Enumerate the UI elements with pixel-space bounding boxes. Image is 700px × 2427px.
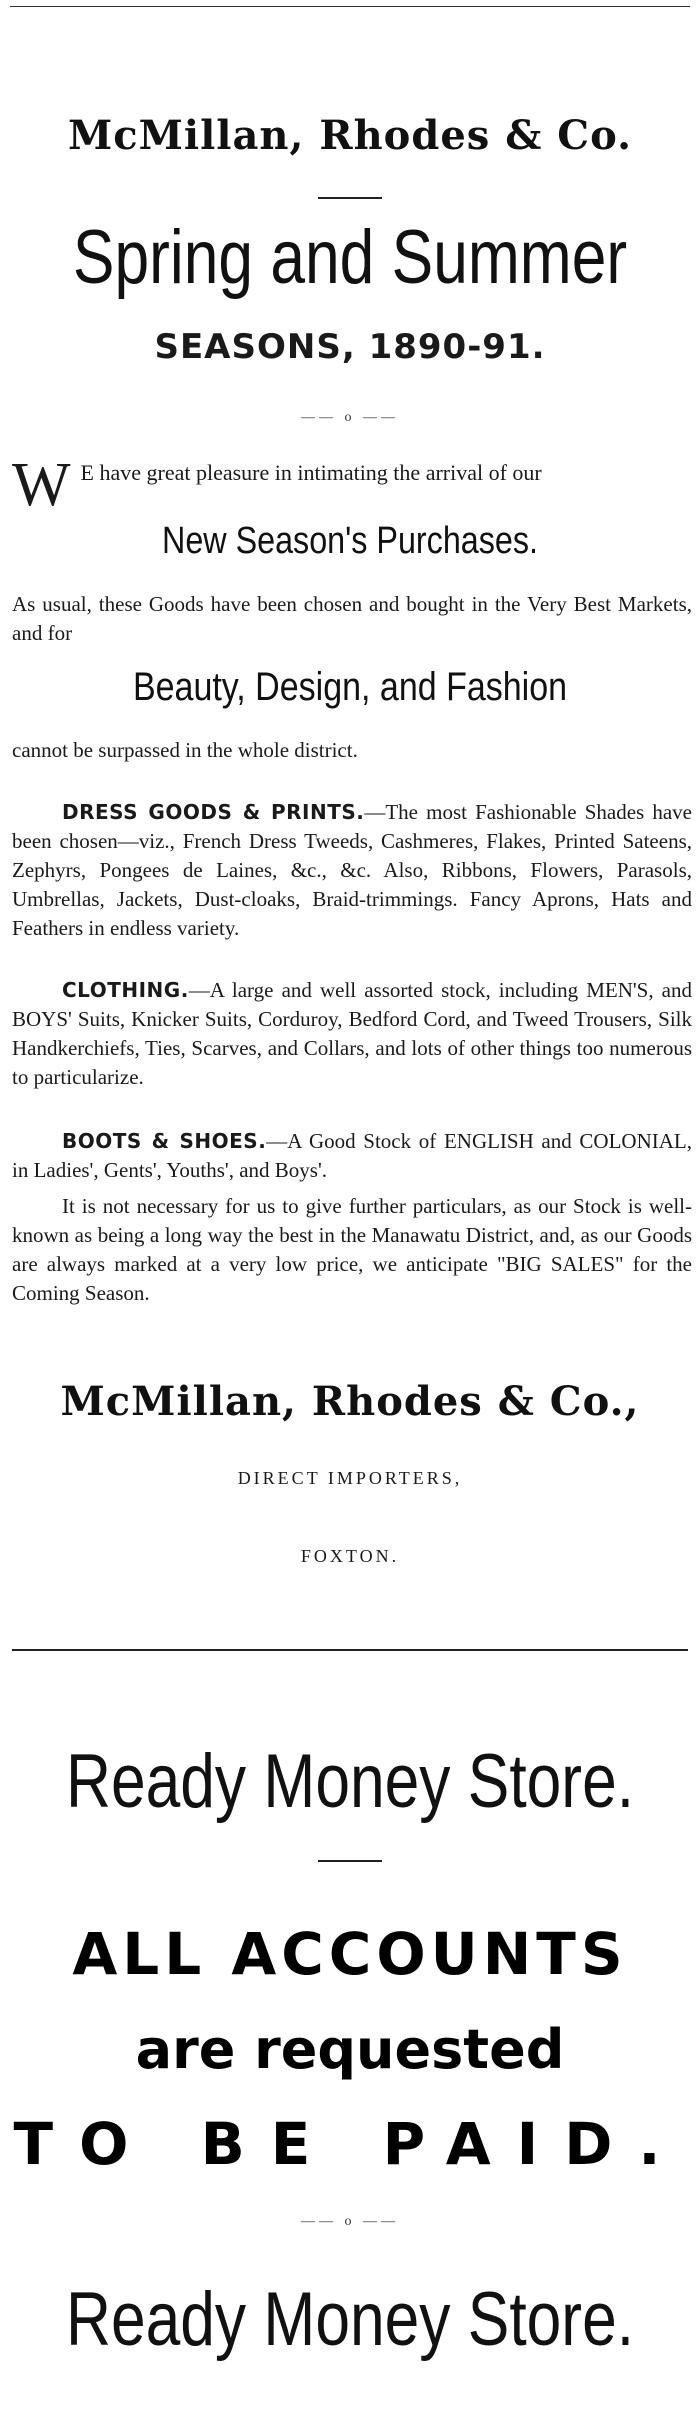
top-border	[10, 6, 690, 7]
boots-label: BOOTS & SHOES.	[62, 1129, 267, 1153]
closing-paragraph: It is not necessary for us to give further particulars, as our Stock is well-known as being a long way the best in the Manawatu District, and, as our Goods are always marked at a very low price, we anticipate "BIG SALES" for the Coming Season.	[12, 1194, 692, 1305]
ready-money-store-title: Ready Money Store.	[65, 1739, 635, 1824]
clothing-paragraph	[12, 976, 692, 1092]
town-line: FOXTON.	[300, 1546, 400, 1566]
are-requested-line: are requested	[135, 2018, 565, 2081]
ornament-rule-2: —— o ——	[301, 2214, 399, 2229]
ad-separator	[12, 1649, 688, 1651]
firm-name-heading: McMillan, Rhodes & Co.	[68, 112, 632, 159]
boots-text: —A Good Stock of ENGLISH and COLONIAL, in Ladies', Gents', Youths', and Boys'.	[12, 1129, 692, 1182]
beauty-subhead: Beauty, Design, and Fashion	[132, 665, 568, 709]
surpassed-line: cannot be surpassed in the whole district.	[12, 738, 358, 762]
all-accounts-line: ALL ACCOUNTS	[72, 1920, 628, 1988]
dress-goods-label: DRESS GOODS & PRINTS.	[62, 800, 365, 824]
dress-goods-paragraph	[12, 798, 692, 943]
clothing-label: CLOTHING.	[62, 978, 189, 1002]
clothing-text: —A large and well assorted stock, including MEN'S, and BOYS' Suits, Knicker Suits, Corduroy, Bedford Cord, and Tweed Trousers, Silk Handkerchiefs, Ties, Scarves, and Collars, and lots of other things too numerous to particularize.	[12, 978, 692, 1089]
firm-name-footer: McMillan, Rhodes & Co.,	[60, 1378, 640, 1425]
to-be-paid-line: TO BE PAID.	[13, 2110, 687, 2178]
intro-paragraph	[12, 451, 692, 519]
usual-paragraph: As usual, these Goods have been chosen and bought in the Very Best Markets, and for	[12, 592, 692, 645]
boots-paragraph	[12, 1127, 692, 1185]
drop-cap: W	[12, 451, 71, 519]
seasons-heading: SEASONS, 1890-91.	[154, 327, 546, 367]
intro-text: E have great pleasure in intimating the arrival of our	[80, 460, 542, 485]
new-season-subhead: New Season's Purchases.	[161, 520, 539, 562]
short-rule	[318, 197, 382, 199]
dress-goods-text: —The most Fashionable Shades have been chosen—viz., French Dress Tweeds, Cashmeres, Flakes, Printed Sateens, Zephyrs, Pongees de Laines, &c., &c. Also, Ribbons, Flowers, Parasols, Umbrellas, Jackets, Dust-cloaks, Braid-trimmings. Fancy Aprons, Hats and Feathers in endless variety.	[12, 800, 692, 940]
ornament-rule: —— o ——	[301, 410, 399, 425]
ready-money-store-title-2: Ready Money Store.	[65, 2277, 635, 2362]
short-rule-2	[318, 1860, 382, 1862]
spring-summer-headline: Spring and Summer	[72, 215, 628, 300]
importers-line: DIRECT IMPORTERS,	[237, 1468, 463, 1488]
